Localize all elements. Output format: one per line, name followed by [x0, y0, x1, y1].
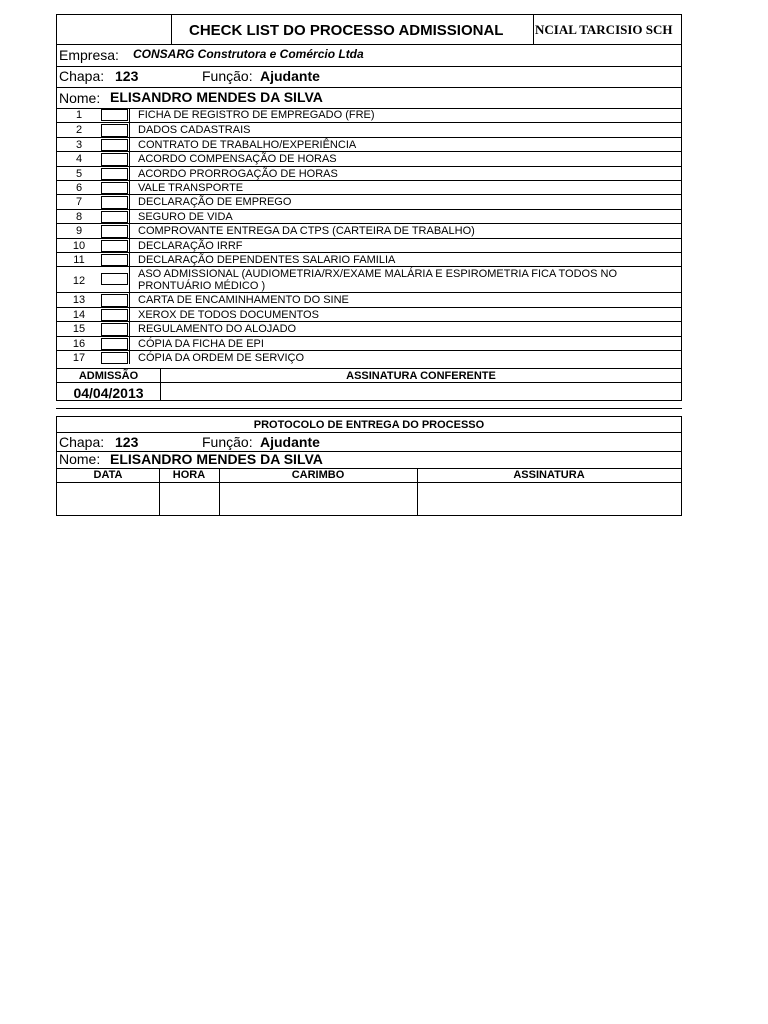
- protocolo-funcao-value: Ajudante: [260, 434, 320, 450]
- item-text: CÓPIA DA ORDEM DE SERVIÇO: [138, 352, 305, 364]
- col-assinatura-header: ASSINATURA: [513, 469, 585, 481]
- item-column-divider: [129, 108, 130, 364]
- item-number: 2: [75, 124, 83, 137]
- protocolo-funcao-label: Função:: [202, 434, 253, 450]
- item-checkbox[interactable]: [101, 309, 128, 321]
- nome-label: Nome:: [59, 90, 101, 106]
- chapa-value: 123: [115, 68, 139, 84]
- item-checkbox[interactable]: [101, 211, 128, 223]
- checklist-item: [57, 137, 681, 152]
- item-number: 15: [72, 323, 86, 336]
- item-text: DADOS CADASTRAIS: [138, 124, 251, 137]
- protocolo-nome-label: Nome:: [59, 451, 101, 467]
- checklist-item: [57, 292, 681, 307]
- item-number: 5: [75, 167, 83, 180]
- col-hora-header: HORA: [172, 469, 206, 481]
- item-checkbox[interactable]: [101, 168, 128, 180]
- item-checkbox[interactable]: [101, 153, 128, 165]
- item-number: 6: [75, 182, 83, 194]
- protocolo-chapa-label: Chapa:: [59, 434, 105, 450]
- item-text: REGULAMENTO DO ALOJADO: [138, 323, 297, 336]
- checklist-item: [57, 266, 681, 293]
- item-number: 17: [72, 352, 86, 364]
- checklist-item: [57, 238, 681, 253]
- item-text: CONTRATO DE TRABALHO/EXPERIÊNCIA: [138, 138, 357, 151]
- checklist-title: CHECK LIST DO PROCESSO ADMISSIONAL: [189, 22, 504, 39]
- item-checkbox[interactable]: [101, 338, 128, 350]
- checklist-item: [57, 336, 681, 351]
- section-divider: [56, 408, 682, 409]
- checklist-item: [57, 209, 681, 224]
- admissao-date: 04/04/2013: [73, 385, 144, 401]
- item-checkbox[interactable]: [101, 109, 128, 121]
- empresa-label: Empresa:: [59, 47, 119, 63]
- protocolo-form: [56, 416, 682, 516]
- nome-value: ELISANDRO MENDES DA SILVA: [110, 89, 323, 105]
- company-banner: NCIAL TARCISIO SCH: [535, 23, 673, 36]
- item-number: 3: [75, 138, 83, 151]
- item-checkbox[interactable]: [101, 139, 128, 151]
- checklist-item: [57, 194, 681, 209]
- item-number: 7: [75, 196, 83, 209]
- checklist-item: [57, 108, 681, 122]
- item-text: DECLARAÇÃO IRRF: [138, 239, 243, 252]
- admissao-header: ADMISSÃO: [78, 370, 139, 382]
- item-number: 10: [72, 239, 86, 252]
- item-text: XEROX DE TODOS DOCUMENTOS: [138, 308, 319, 321]
- item-text: FICHA DE REGISTRO DE EMPREGADO (FRE): [138, 109, 375, 121]
- item-number: 12: [72, 275, 86, 288]
- item-text: COMPROVANTE ENTREGA DA CTPS (CARTEIRA DE TRABALHO): [138, 225, 475, 238]
- checklist-item: [57, 252, 681, 267]
- protocolo-nome-value: ELISANDRO MENDES DA SILVA: [110, 451, 323, 467]
- item-text: SEGURO DE VIDA: [138, 210, 233, 223]
- item-number: 13: [72, 294, 86, 307]
- protocolo-title: PROTOCOLO DE ENTREGA DO PROCESSO: [253, 419, 485, 431]
- item-text: DECLARAÇÃO DEPENDENTES SALARIO FAMILIA: [138, 254, 396, 266]
- checklist-item: [57, 321, 681, 336]
- item-checkbox[interactable]: [101, 196, 128, 208]
- checklist-items: [57, 108, 681, 368]
- item-checkbox[interactable]: [101, 352, 128, 364]
- checklist-item: [57, 151, 681, 166]
- item-text: ACORDO PRORROGAÇÃO DE HORAS: [138, 167, 338, 180]
- item-text: ASO ADMISSIONAL (AUDIOMETRIA/RX/EXAME MALÁRIA E ESPIROMETRIA FICA TODOS NO PRONTUÁRIO MÉDICO ): [138, 268, 618, 293]
- checklist-item: [57, 350, 681, 365]
- checklist-item: [57, 180, 681, 195]
- protocolo-chapa-value: 123: [115, 434, 139, 450]
- item-checkbox[interactable]: [101, 225, 128, 237]
- item-checkbox[interactable]: [101, 182, 128, 194]
- checklist-item: [57, 223, 681, 238]
- chapa-label: Chapa:: [59, 68, 105, 84]
- checklist-item: [57, 307, 681, 322]
- item-text: VALE TRANSPORTE: [138, 182, 244, 194]
- item-checkbox[interactable]: [101, 323, 128, 335]
- col-carimbo-header: CARIMBO: [291, 469, 345, 481]
- item-number: 1: [75, 109, 83, 121]
- item-text: CARTA DE ENCAMINHAMENTO DO SINE: [138, 294, 349, 307]
- item-number: 14: [72, 308, 86, 321]
- item-checkbox[interactable]: [101, 124, 128, 136]
- empresa-value: CONSARG Construtora e Comércio Ltda: [133, 47, 364, 61]
- checklist-item: [57, 122, 681, 137]
- item-number: 4: [75, 153, 83, 166]
- item-number: 11: [73, 254, 85, 266]
- item-checkbox[interactable]: [101, 273, 128, 285]
- item-checkbox[interactable]: [101, 294, 128, 306]
- item-text: CÓPIA DA FICHA DE EPI: [138, 337, 264, 350]
- item-number: 8: [75, 210, 83, 223]
- item-number: 16: [72, 337, 86, 350]
- col-data-header: DATA: [93, 469, 123, 481]
- item-number: 9: [75, 225, 83, 238]
- checklist-item: [57, 166, 681, 181]
- item-text: ACORDO COMPENSAÇÃO DE HORAS: [138, 153, 337, 166]
- funcao-value: Ajudante: [260, 68, 320, 84]
- item-text: DECLARAÇÃO DE EMPREGO: [138, 196, 292, 209]
- funcao-label: Função:: [202, 68, 253, 84]
- checklist-form: [56, 14, 682, 401]
- assinatura-conferente-header: ASSINATURA CONFERENTE: [346, 370, 496, 382]
- item-checkbox[interactable]: [101, 254, 128, 266]
- item-checkbox[interactable]: [101, 240, 128, 252]
